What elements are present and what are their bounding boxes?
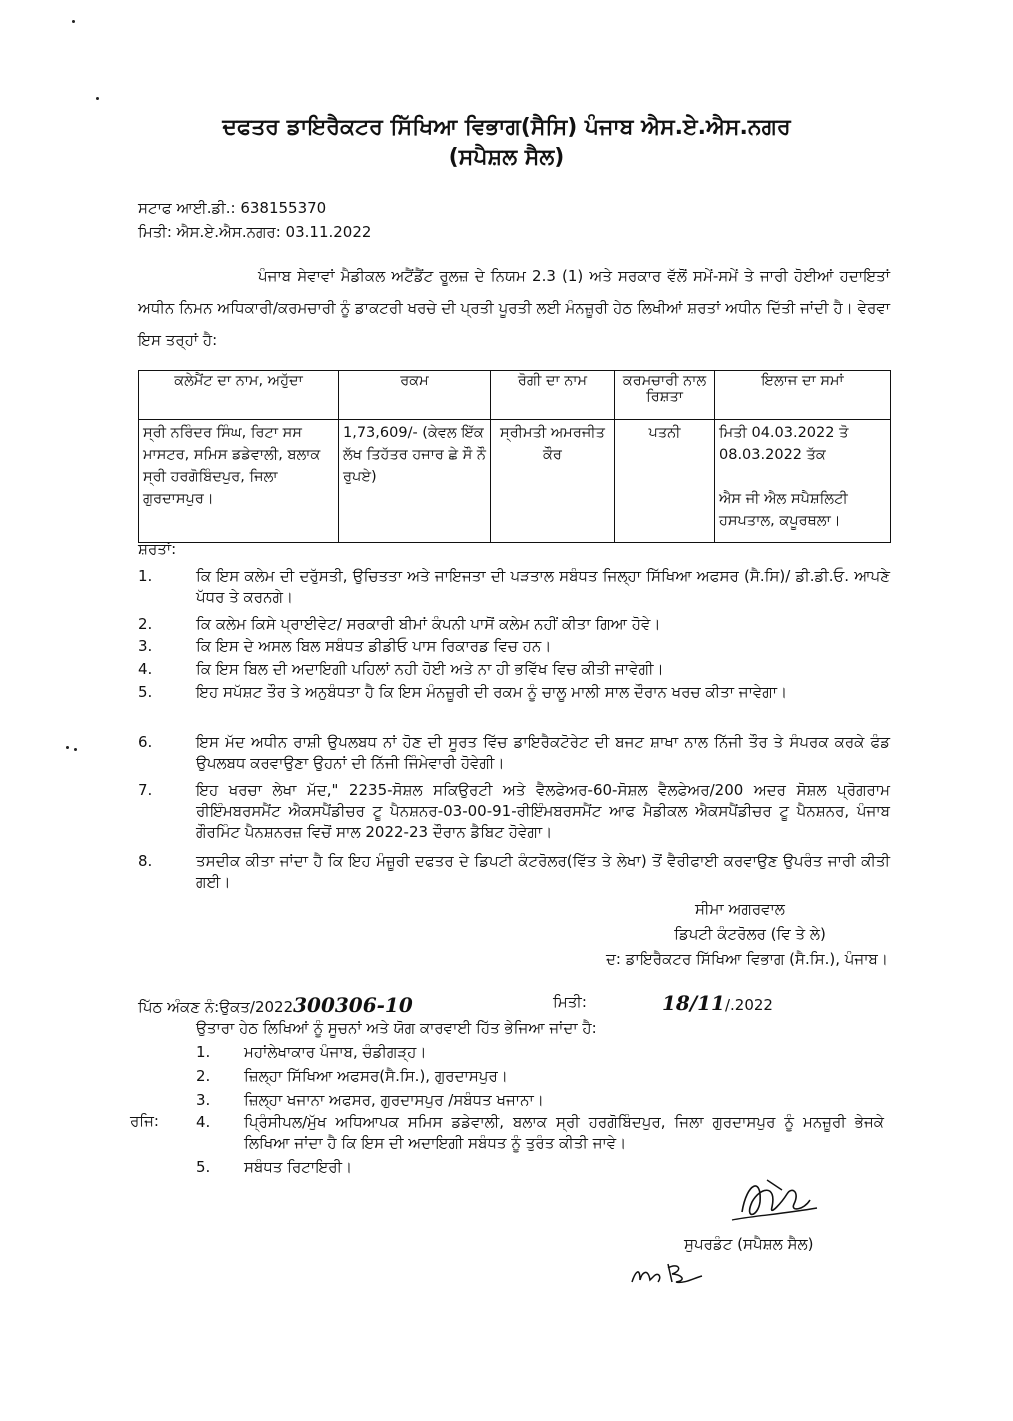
endorsement-date-year: /.2022	[724, 996, 773, 1014]
copy-number: 1.	[196, 1043, 211, 1061]
endorsement-label: ਪਿੱਠ ਅੰਕਣ ਨੰ:ਉਕਤ/2022	[138, 998, 294, 1016]
condition-text: ਤਸਦੀਕ ਕੀਤਾ ਜਾਂਦਾ ਹੈ ਕਿ ਇਹ ਮੰਜ਼ੂਰੀ ਦਫਤਰ ਦੇ ਡਿਪਟੀ ਕੰਟਰੋਲਰ(ਵਿੱਤ ਤੇ ਲੇਖਾ) ਤੋਂ ਵੈਰੀਫਾਈ ਕਰਵਾਉਣ ਉਪਰੰਤ ਜਾਰੀ ਕੀਤੀ ਗਈ।	[196, 852, 890, 891]
endorsement-date-handwritten: 18/11	[662, 991, 725, 1015]
condition-text: ਕਿ ਇਸ ਦੇ ਅਸਲ ਬਿਲ ਸਬੰਧਤ ਡੀਡੀਓ ਪਾਸ ਰਿਕਾਰਡ ਵਿਚ ਹਨ।	[196, 637, 552, 655]
endorsement-number-handwritten: 300306-10	[293, 993, 413, 1017]
letter-date: ਮਿਤੀ: ਐਸ.ਏ.ਐਸ.ਨਗਰ: 03.11.2022	[138, 223, 372, 241]
intro-paragraph	[138, 260, 890, 356]
condition-number: 1.	[138, 567, 153, 585]
cell-treatment-period	[715, 420, 891, 543]
col-relation: ਕਰਮਚਾਰੀ ਨਾਲ ਰਿਸ਼ਤਾ	[615, 371, 715, 420]
condition-text: ਕਿ ਇਸ ਬਿਲ ਦੀ ਅਦਾਇਗੀ ਪਹਿਲਾਂ ਨਹੀ ਹੋਈ ਅਤੇ ਨਾ ਹੀ ਭਵਿੱਖ ਵਿਚ ਕੀਤੀ ਜਾਵੇਗੀ।	[196, 660, 664, 678]
condition-number: 8.	[138, 852, 153, 870]
intro-text: ਪੰਜਾਬ ਸੇਵਾਵਾਂ ਮੈਡੀਕਲ ਅਟੈਂਡੈਂਟ ਰੂਲਜ਼ ਦੇ ਨਿਯਮ 2.3 (1) ਅਤੇ ਸਰਕਾਰ ਵੱਲੋਂ ਸਮੇਂ-ਸਮੇਂ ਤੇ ਜਾਰੀ ਹੋਈਆਂ ਹਦਾਇਤਾਂ ਅਧੀਨ ਨਿਮਨ ਅਧਿਕਾਰੀ/ਕਰਮਚਾਰੀ ਨੂੰ ਡਾਕਟਰੀ ਖਰਚੇ ਦੀ ਪ੍ਰਤੀ ਪੂਰਤੀ ਲਈ ਮੰਨਜ਼ੂਰੀ ਹੇਠ ਲਿਖੀਆਂ ਸ਼ਰਤਾਂ ਅਧੀਨ ਦਿੱਤੀ ਜਾਂਦੀ ਹੈ। ਵੇਰਵਾ ਇਸ ਤਰ੍ਹਾਂ ਹੈ:	[138, 267, 890, 349]
table-row	[139, 420, 891, 543]
copy-text: ਪ੍ਰਿੰਸੀਪਲ/ਮੁੱਖ ਅਧਿਆਪਕ ਸਮਿਸ ਡਡੇਵਾਲੀ, ਬਲਾਕ ਸ੍ਰੀ ਹਰਗੋਬਿੰਦਪੁਰ, ਜਿਲਾ ਗੁਰਦਾਸਪੁਰ ਨੂੰ ਮਨਜ਼ੂਰੀ ਭੇਜਕੇ ਲਿਖਿਆ ਜਾਂਦਾ ਹੈ ਕਿ ਇਸ ਦੀ ਅਦਾਇਗੀ ਸਬੰਧਤ ਨੂੰ ਤੁਰੰਤ ਕੀਤੀ ਜਾਵੇ।	[244, 1113, 884, 1152]
staff-id: ਸਟਾਫ ਆਈ.ਡੀ.: 638155370	[138, 199, 327, 217]
cell-claimant: ਸ੍ਰੀ ਨਰਿੰਦਰ ਸਿੰਘ, ਰਿਟਾ ਸਸ ਮਾਸਟਰ, ਸਮਿਸ ਡਡੇਵਾਲੀ, ਬਲਾਕ ਸ੍ਰੀ ਹਰਗੋਬਿੰਦਪੁਰ, ਜਿਲਾ ਗੁਰਦਾਸਪੁਰ।	[139, 420, 339, 543]
col-amount: ਰਕਮ	[339, 371, 491, 420]
copy-text: ਜ਼ਿਲ੍ਹਾ ਖਜਾਨਾ ਅਫਸਰ, ਗੁਰਦਾਸਪੁਰ /ਸਬੰਧਤ ਖਜਾਨਾ।	[244, 1091, 544, 1109]
handwritten-signature	[722, 1172, 822, 1232]
cell-amount: 1,73,609/- (ਕੇਵਲ ਇੱਕ ਲੱਖ ਤਿਹੱਤਰ ਹਜਾਰ ਛੇ ਸੌ ਨੌ ਰੁਪਏ)	[339, 420, 491, 543]
copy-text: ਜ਼ਿਲ੍ਹਾ ਸਿੱਖਿਆ ਅਫਸਰ(ਸੈ.ਸਿ.), ਗੁਰਦਾਸਪੁਰ।	[244, 1067, 508, 1085]
cell-patient: ਸ੍ਰੀਮਤੀ ਅਮਰਜੀਤ ਕੌਰ	[491, 420, 615, 543]
office-subtitle: (ਸਪੈਸ਼ਲ ਸੈਲ)	[448, 145, 565, 170]
condition-number: 5.	[138, 683, 153, 701]
condition-text: ਇਹ ਖਰਚਾ ਲੇਖਾ ਮੱਦ," 2235-ਸੋਸ਼ਲ ਸਕਿਉਰਟੀ ਅਤੇ ਵੈਲਫੇਅਰ-60-ਸੋਸ਼ਲ ਵੈਲਫੇਅਰ/200 ਅਦਰ ਸੋਸ਼ਲ ਪ੍ਰੋਗਰਾਮ ਰੀਇੰਮਬਰਸਮੈਂਟ ਐਕਸਪੈਂਡੀਚਰ ਟੂ ਪੈਨਸ਼ਨਰ-03-00-91-ਰੀਇੰਮਬਰਸਮੈਂਟ ਆਫ ਮੈਡੀਕਲ ਐਕਸਪੈਂਡੀਚਰ ਟੂ ਪੈਨਸ਼ਨਰ, ਪੰਜਾਬ ਗੌਰਮਿੰਟ ਪੈਨਸ਼ਨਰਜ਼ ਵਿਚੋਂ ਸਾਲ 2022-23 ਦੌਰਾਨ ਡੈਬਿਟ ਹੋਵੇਗਾ।	[196, 781, 890, 841]
signatory-name: ਸੀਮਾ ਅਗਰਵਾਲ	[695, 900, 785, 918]
endorsement-intro: ਉਤਾਰਾ ਹੇਠ ਲਿਖਿਆਂ ਨੂੰ ਸੂਚਨਾਂ ਅਤੇ ਯੋਗ ਕਾਰਵਾਈ ਹਿੱਤ ਭੇਜਿਆ ਜਾਂਦਾ ਹੈ:	[196, 1019, 597, 1037]
condition-text: ਇਹ ਸਪੱਸ਼ਟ ਤੌਰ ਤੇ ਅਨੁਬੰਧਤਾ ਹੈ ਕਿ ਇਸ ਮੰਨਜ਼ੂਰੀ ਦੀ ਰਕਮ ਨੂੰ ਚਾਲੂ ਮਾਲੀ ਸਾਲ ਦੌਰਾਨ ਖਰਚ ਕੀਤਾ ਜਾਵੇਗਾ।	[196, 683, 788, 701]
endorsement-number-line	[138, 993, 413, 1017]
condition-text: ਇਸ ਮੱਦ ਅਧੀਨ ਰਾਸ਼ੀ ਉਪਲਬਧ ਨਾਂ ਹੋਣ ਦੀ ਸੂਰਤ ਵਿੱਚ ਡਾਇਰੈਕਟੋਰੇਟ ਦੀ ਬਜਟ ਸ਼ਾਖਾ ਨਾਲ ਨਿੱਜੀ ਤੌਰ ਤੇ ਸੰਪਰਕ ਕਰਕੇ ਫੰਡ ਉਪਲਬਧ ਕਰਵਾਉਣਾ ਉਹਨਾਂ ਦੀ ਨਿੱਜੀ ਜਿੰਮੇਵਾਰੀ ਹੋਵੇਗੀ।	[196, 733, 890, 772]
signatory-office: ਦ: ਡਾਇਰੈਕਟਰ ਸਿੱਖਿਆ ਵਿਭਾਗ (ਸੈ.ਸਿ.), ਪੰਜਾਬ।	[605, 950, 888, 968]
handwritten-initials	[628, 1258, 708, 1288]
scan-speck	[74, 748, 77, 751]
office-title: ਦਫਤਰ ਡਾਇਰੈਕਟਰ ਸਿੱਖਿਆ ਵਿਭਾਗ(ਸੈਸਿ) ਪੰਜਾਬ ਐਸ.ਏ.ਐਸ.ਨਗਰ	[222, 115, 791, 140]
endorsement-date-label: ਮਿਤੀ:	[553, 993, 587, 1011]
condition-number: 4.	[138, 660, 153, 678]
condition-text: ਕਿ ਕਲੇਮ ਕਿਸੇ ਪ੍ਰਾਈਵੇਟ/ ਸਰਕਾਰੀ ਬੀਮਾਂ ਕੰਪਨੀ ਪਾਸੋਂ ਕਲੇਮ ਨਹੀਂ ਕੀਤਾ ਗਿਆ ਹੋਵੇ।	[196, 615, 661, 633]
endorsement-date	[662, 991, 773, 1015]
copy-number: 5.	[196, 1158, 211, 1176]
claim-details-table	[138, 370, 891, 543]
col-patient: ਰੋਗੀ ਦਾ ਨਾਮ	[491, 371, 615, 420]
col-treatment-period: ਇਲਾਜ ਦਾ ਸਮਾਂ	[715, 371, 891, 420]
conditions-heading: ਸ਼ਰਤਾਂ:	[138, 540, 177, 558]
condition-text: ਕਿ ਇਸ ਕਲੇਮ ਦੀ ਦਰੁੱਸਤੀ, ਉਚਿਤਤਾ ਅਤੇ ਜਾਇਜਤਾ ਦੀ ਪੜਤਾਲ ਸਬੰਧਤ ਜਿਲ੍ਹਾ ਸਿੱਖਿਆ ਅਫਸਰ (ਸੈ.ਸਿ)/ ਡੀ.ਡੀ.ਓ. ਆਪਣੇ ਪੱਧਰ ਤੇ ਕਰਨਗੇ।	[196, 567, 890, 606]
copy-number: 3.	[196, 1091, 211, 1109]
col-claimant: ਕਲੇਮੈਂਟ ਦਾ ਨਾਮ, ਅਹੁੱਦਾ	[139, 371, 339, 420]
copy-number: 4.	[196, 1113, 211, 1131]
hospital-name: ਐਸ ਜੀ ਐਲ ਸਪੈਸ਼ਲਿਟੀ ਹਸਪਤਾਲ, ਕਪੂਰਥਲਾ।	[719, 491, 848, 529]
copy-number: 2.	[196, 1067, 211, 1085]
copy-text: ਮਹਾਂਲੇਖਾਕਾਰ ਪੰਜਾਬ, ਚੰਡੀਗੜ੍ਹ।	[244, 1043, 427, 1061]
scan-speck	[96, 97, 99, 100]
scan-speck	[72, 20, 75, 23]
table-header-row	[139, 371, 891, 420]
treatment-dates: ਮਿਤੀ 04.03.2022 ਤੋ 08.03.2022 ਤੱਕ	[719, 425, 849, 463]
scan-speck	[66, 746, 69, 749]
signatory-designation: ਡਿਪਟੀ ਕੰਟਰੋਲਰ (ਵਿ ਤੇ ਲੇ)	[674, 925, 826, 943]
superintendent-designation: ਸੁਪਰਡੰਟ (ਸਪੈਸ਼ਲ ਸੈਲ)	[684, 1235, 814, 1253]
copy-text: ਸਬੰਧਤ ਰਿਟਾਇਰੀ।	[244, 1158, 353, 1176]
regd-label: ਰਜਿ:	[130, 1112, 159, 1130]
cell-relation: ਪਤਨੀ	[615, 420, 715, 543]
condition-number: 2.	[138, 615, 153, 633]
condition-number: 3.	[138, 637, 153, 655]
condition-number: 6.	[138, 733, 153, 751]
condition-number: 7.	[138, 781, 153, 799]
